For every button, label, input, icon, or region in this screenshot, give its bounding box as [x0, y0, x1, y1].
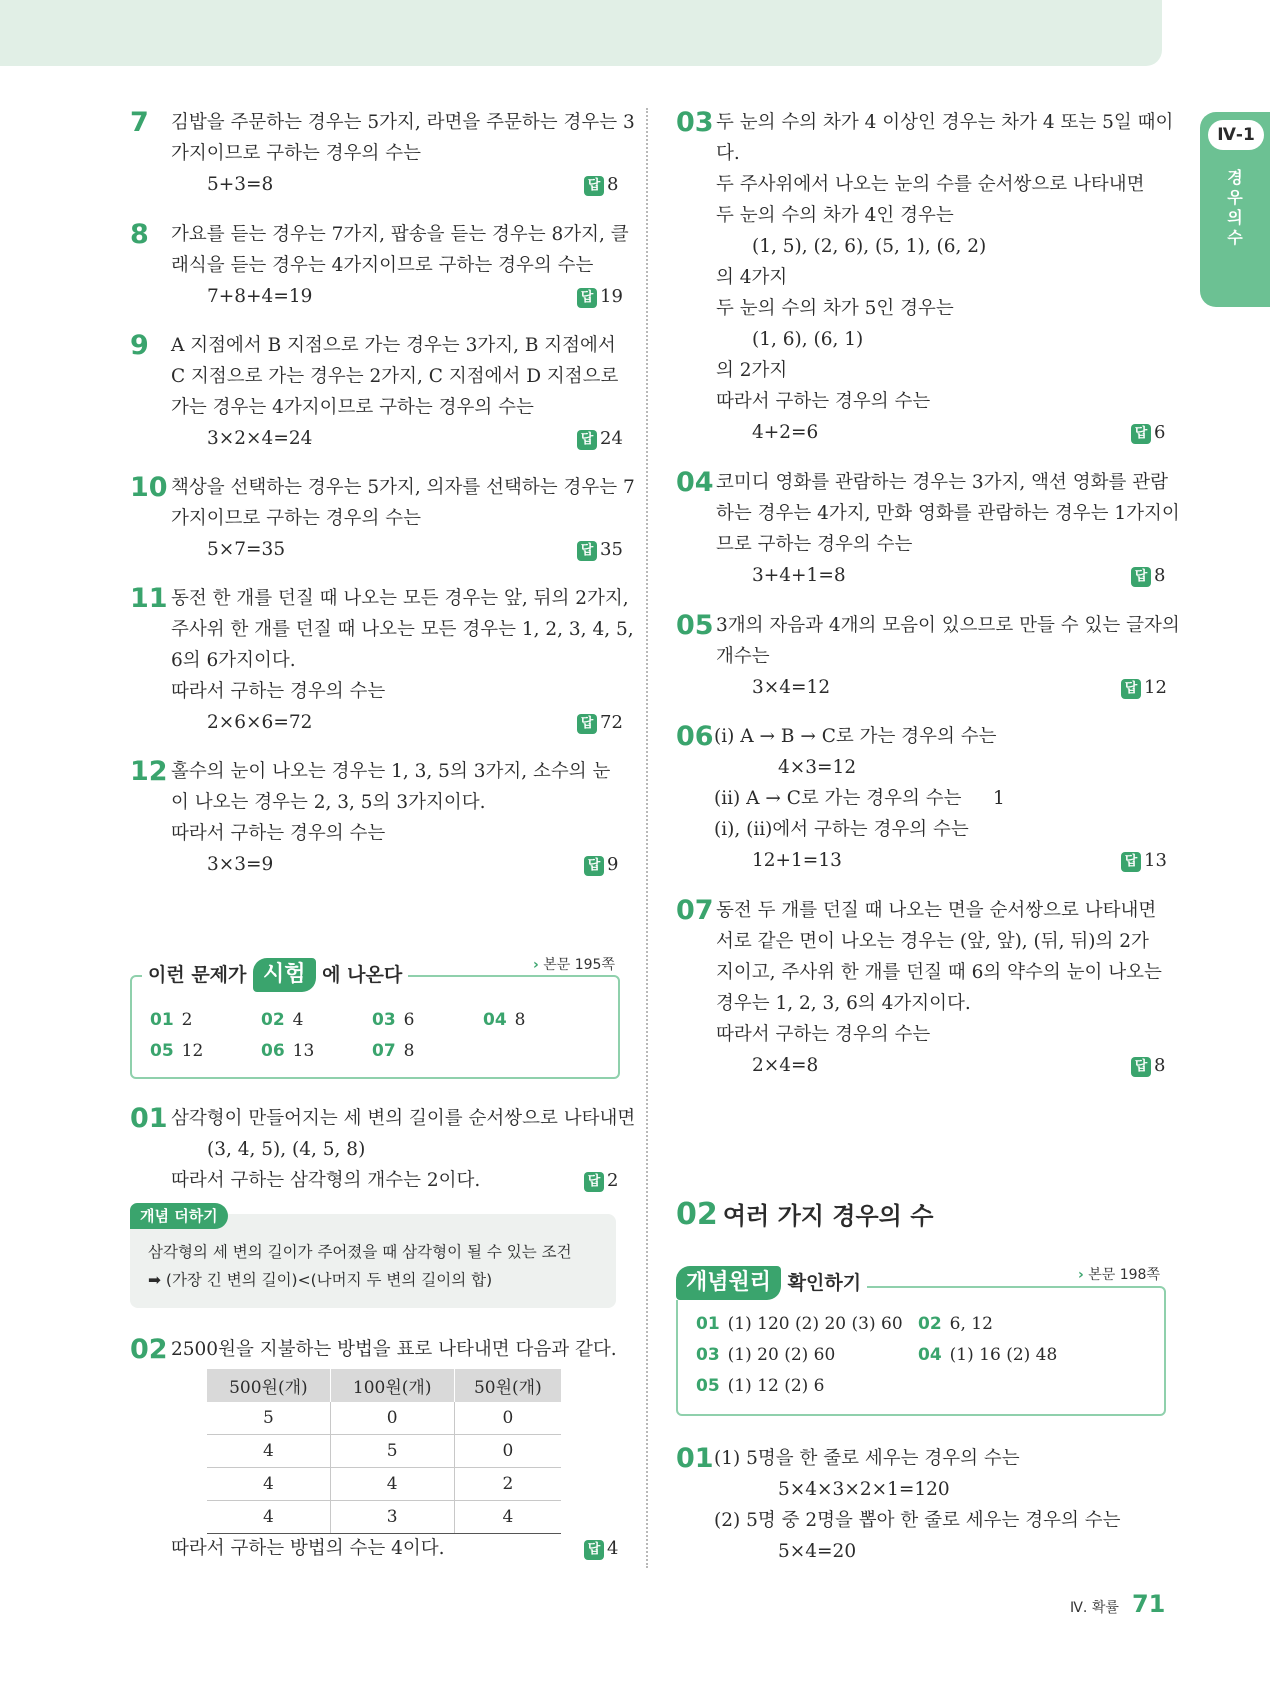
problem-text: (ⅰ) A → B → C로 가는 경우의 수는	[714, 726, 997, 747]
problem-text: 경우는 1, 2, 3, 6의 4가지이다.	[716, 993, 971, 1014]
section-heading	[676, 1196, 933, 1232]
answer-mark	[1131, 565, 1165, 587]
equation: (1, 6), (6, 1)	[752, 329, 864, 350]
exam-title-pre: 이런 문제가	[148, 964, 247, 986]
problem-text: 가지이므로 구하는 경우의 수는	[171, 143, 421, 164]
exam-answer-item: 03 6	[372, 1010, 415, 1030]
problem-text: 동전 한 개를 던질 때 나오는 모든 경우는 앞, 뒤의 2가지,	[171, 588, 629, 609]
exam-box-title	[142, 958, 408, 992]
answer-value: 4	[607, 1538, 619, 1559]
answer-mark	[1131, 422, 1165, 444]
exam-title-post: 에 나온다	[322, 964, 403, 986]
problem-text: 따라서 구하는 경우의 수는	[716, 1024, 931, 1045]
problem-number: 9	[130, 330, 149, 361]
problem-text: 코미디 영화를 관람하는 경우는 3가지, 액션 영화를 관람	[716, 472, 1168, 493]
answer-value: 35	[600, 539, 623, 560]
equation: 3×3=9	[207, 854, 274, 875]
problem-text: 이 나오는 경우는 2, 3, 5의 3가지이다.	[171, 792, 486, 813]
answer-icon: 답	[584, 1540, 604, 1560]
table-header: 100원(개)	[330, 1369, 454, 1402]
answer-icon: 답	[584, 176, 604, 196]
answer-icon: 답	[1131, 567, 1151, 587]
equation: 5+3=8	[207, 174, 274, 195]
answer-mark	[577, 428, 623, 450]
problem-number: 10	[130, 472, 168, 503]
problem-number: 07	[676, 895, 714, 926]
problem-text: 따라서 구하는 방법의 수는 4이다.	[171, 1538, 445, 1559]
page-reference-text: 본문 195쪽	[543, 957, 615, 973]
answer-icon: 답	[577, 714, 597, 734]
concept-title-highlight: 개념원리	[676, 1266, 781, 1300]
exam-answer-item: 06 13	[261, 1041, 315, 1061]
exam-answer-item: 01 2	[150, 1010, 193, 1030]
answer-mark	[577, 712, 623, 734]
section-number: 02	[676, 1197, 718, 1232]
page-number: 71	[1131, 1590, 1166, 1618]
problem-text: (2) 5명 중 2명을 뽑아 한 줄로 세우는 경우의 수는	[714, 1510, 1121, 1531]
problem-number: 06	[676, 721, 714, 752]
problem-text: 두 눈의 수의 차가 4 이상인 경우는 차가 4 또는 5일 때이	[716, 112, 1174, 133]
equation: (1, 5), (2, 6), (5, 1), (6, 2)	[752, 236, 987, 257]
problem-text: 개수는	[716, 646, 770, 667]
answer-icon: 답	[577, 541, 597, 561]
answer-icon: 답	[1131, 424, 1151, 444]
problem-text: 의 2가지	[716, 360, 788, 381]
table-row: 5 0 0	[207, 1402, 561, 1435]
problem-text: 동전 두 개를 던질 때 나오는 면을 순서쌍으로 나타내면	[716, 900, 1157, 921]
problem-text: 가요를 듣는 경우는 7가지, 팝송을 듣는 경우는 8가지, 클	[171, 224, 629, 245]
exam-answer-item: 04 8	[483, 1010, 526, 1030]
exam-answer-item: 07 8	[372, 1041, 415, 1061]
chapter-side-tab	[1200, 112, 1270, 307]
column-divider	[646, 108, 648, 1568]
problem-text: (1) 5명을 한 줄로 세우는 경우의 수는	[714, 1448, 1020, 1469]
table-header: 500원(개)	[207, 1369, 330, 1402]
footer-chapter-label: Ⅳ. 확률	[1070, 1600, 1119, 1616]
problem-text: 책상을 선택하는 경우는 5가지, 의자를 선택하는 경우는 7	[171, 477, 635, 498]
answer-value: 9	[607, 854, 619, 875]
payment-table	[207, 1369, 561, 1534]
equation: 3×4=12	[752, 677, 831, 698]
table-header-row	[207, 1369, 561, 1402]
concept-tip-text: 삼각형의 세 변의 길이가 주어졌을 때 삼각형이 될 수 있는 조건	[148, 1243, 572, 1261]
answer-mark	[577, 286, 623, 308]
answer-mark	[1131, 1055, 1165, 1077]
page-footer	[1070, 1590, 1165, 1618]
equation: 5×4=20	[778, 1541, 857, 1562]
equation: 4×3=12	[778, 757, 857, 778]
answer-value: 8	[1154, 565, 1166, 586]
concept-tip-text: ➡ (가장 긴 변의 길이)<(나머지 두 변의 길이의 합)	[148, 1271, 493, 1289]
problem-text: 따라서 구하는 삼각형의 개수는 2이다.	[171, 1170, 481, 1191]
answer-value: 8	[1154, 1055, 1166, 1076]
problem-text: 가지이므로 구하는 경우의 수는	[171, 508, 421, 529]
problem-text: 두 눈의 수의 차가 4인 경우는	[716, 205, 954, 226]
problem-text: 의 4가지	[716, 267, 788, 288]
table-row: 4 3 4	[207, 1501, 561, 1534]
problem-text: 홀수의 눈이 나오는 경우는 1, 3, 5의 3가지, 소수의 눈	[171, 761, 611, 782]
answer-mark	[584, 854, 618, 876]
table-row: 4 4 2	[207, 1468, 561, 1501]
problem-text: 지이고, 주사위 한 개를 던질 때 6의 약수의 눈이 나오는	[716, 962, 1162, 983]
answer-value: 13	[1144, 850, 1167, 871]
equation: 7+8+4=19	[207, 286, 313, 307]
problem-text: 삼각형이 만들어지는 세 변의 길이를 순서쌍으로 나타내면	[171, 1108, 636, 1129]
concept-title-post: 확인하기	[787, 1272, 862, 1294]
answer-value: 6	[1154, 422, 1166, 443]
problem-text: 3개의 자음과 4개의 모음이 있으므로 만들 수 있는 글자의	[716, 615, 1180, 636]
answer-mark	[584, 1538, 618, 1560]
table-row: 4 5 0	[207, 1435, 561, 1468]
answer-value: 2	[607, 1170, 619, 1191]
answer-value: 72	[600, 712, 623, 733]
concept-answer-item: 01 (1) 120 (2) 20 (3) 60	[696, 1314, 903, 1334]
problem-number: 12	[130, 756, 168, 787]
table-header: 50원(개)	[454, 1369, 561, 1402]
equation: 4+2=6	[752, 422, 819, 443]
concept-answer-item: 04 (1) 16 (2) 48	[918, 1345, 1058, 1365]
problem-text: 서로 같은 면이 나오는 경우는 (앞, 앞), (뒤, 뒤)의 2가	[716, 931, 1149, 952]
top-band	[0, 0, 1162, 66]
answer-mark	[584, 1170, 618, 1192]
problem-text: 따라서 구하는 경우의 수는	[171, 681, 386, 702]
answer-icon: 답	[1121, 852, 1141, 872]
answer-value: 24	[600, 428, 623, 449]
answer-value: 19	[600, 286, 623, 307]
chapter-title: 경우의 수	[1227, 168, 1243, 247]
equation: 2×6×6=72	[207, 712, 313, 733]
exam-title-highlight: 시험	[253, 958, 316, 992]
chevron-right-icon: ›	[1078, 1267, 1084, 1283]
problem-text: 가는 경우는 4가지이므로 구하는 경우의 수는	[171, 397, 534, 418]
problem-text: 다.	[716, 143, 740, 164]
problem-text: 두 주사위에서 나오는 눈의 수를 순서쌍으로 나타내면	[716, 174, 1145, 195]
problem-text: 주사위 한 개를 던질 때 나오는 모든 경우는 1, 2, 3, 4, 5,	[171, 619, 634, 640]
answer-icon: 답	[584, 1172, 604, 1192]
equation: 1	[993, 788, 1005, 809]
problem-text: 따라서 구하는 경우의 수는	[171, 823, 386, 844]
problem-number: 01	[676, 1443, 714, 1474]
exam-answer-item: 05 12	[150, 1041, 204, 1061]
answer-mark	[584, 174, 618, 196]
equation: 12+1=13	[752, 850, 842, 871]
answer-icon: 답	[1121, 679, 1141, 699]
exam-answer-item: 02 4	[261, 1010, 304, 1030]
problem-text: 두 눈의 수의 차가 5인 경우는	[716, 298, 954, 319]
answer-icon: 답	[1131, 1057, 1151, 1077]
answer-mark	[1121, 677, 1167, 699]
problem-number: 02	[130, 1334, 168, 1365]
concept-answer-item: 03 (1) 20 (2) 60	[696, 1345, 836, 1365]
problem-text: 래식을 듣는 경우는 4가지이므로 구하는 경우의 수는	[171, 255, 594, 276]
equation: (3, 4, 5), (4, 5, 8)	[207, 1139, 366, 1160]
concept-answer-item: 05 (1) 12 (2) 6	[696, 1376, 825, 1396]
concept-box-title	[676, 1266, 867, 1300]
page-reference-text: 본문 198쪽	[1088, 1267, 1160, 1283]
problem-text: C 지점으로 가는 경우는 2가지, C 지점에서 D 지점으로	[171, 366, 619, 387]
problem-number: 7	[130, 107, 149, 138]
equation: 3×2×4=24	[207, 428, 313, 449]
problem-number: 11	[130, 583, 168, 614]
problem-number: 8	[130, 219, 149, 250]
problem-number: 04	[676, 467, 714, 498]
equation: 3+4+1=8	[752, 565, 846, 586]
concept-tip-label: 개념 더하기	[130, 1203, 228, 1229]
equation: 2×4=8	[752, 1055, 819, 1076]
problem-text: 2500원을 지불하는 방법을 표로 나타내면 다음과 같다.	[171, 1339, 617, 1360]
problem-text: 김밥을 주문하는 경우는 5가지, 라면을 주문하는 경우는 3	[171, 112, 635, 133]
page-reference	[533, 954, 615, 974]
problem-text: 6의 6가지이다.	[171, 650, 296, 671]
problem-text: (ⅱ) A → C로 가는 경우의 수는	[714, 788, 962, 809]
equation: 5×7=35	[207, 539, 286, 560]
page-reference	[1078, 1264, 1160, 1284]
equation: 5×4×3×2×1=120	[778, 1479, 950, 1500]
concept-answer-item: 02 6, 12	[918, 1314, 993, 1334]
problem-number: 01	[130, 1103, 168, 1134]
problem-text: (ⅰ), (ⅱ)에서 구하는 경우의 수는	[714, 819, 969, 840]
problem-text: A 지점에서 B 지점으로 가는 경우는 3가지, B 지점에서	[171, 335, 616, 356]
problem-text: 하는 경우는 4가지, 만화 영화를 관람하는 경우는 1가지이	[716, 503, 1180, 524]
problem-text: 따라서 구하는 경우의 수는	[716, 391, 931, 412]
answer-mark	[577, 539, 623, 561]
answer-value: 8	[607, 174, 619, 195]
answer-mark	[1121, 850, 1167, 872]
problem-number: 03	[676, 107, 714, 138]
answer-value: 12	[1144, 677, 1167, 698]
section-title: 여러 가지 경우의 수	[722, 1202, 934, 1230]
answer-icon: 답	[584, 856, 604, 876]
answer-icon: 답	[577, 430, 597, 450]
problem-text: 므로 구하는 경우의 수는	[716, 534, 913, 555]
chevron-right-icon: ›	[533, 957, 539, 973]
answer-icon: 답	[577, 288, 597, 308]
problem-number: 05	[676, 610, 714, 641]
chapter-unit-label: Ⅳ-1	[1208, 120, 1264, 150]
